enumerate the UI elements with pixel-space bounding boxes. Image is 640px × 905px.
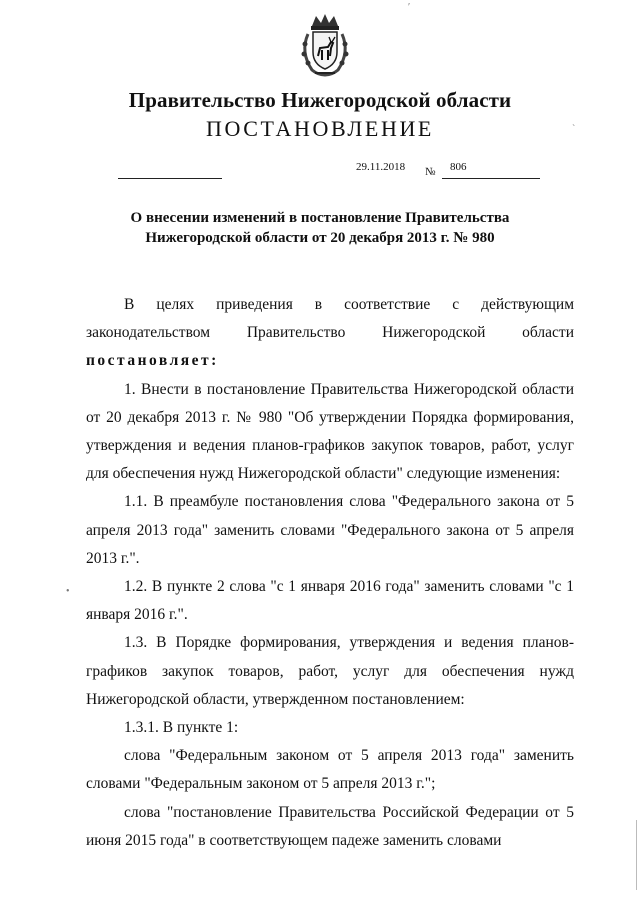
document-number: 806	[450, 161, 467, 173]
paragraph-1-3: 1.3. В Порядке формирования, утверждения и ведения планов-графиков закупок товаров, работ, услуг для обеспечения нужд Нижегородской области, утвержденном постановлением:	[86, 634, 574, 708]
paragraph-words-1: слова "Федеральным законом от 5 апреля 2013 года" заменить словами "Федеральным законом от 5 апреля 2013 г.";	[86, 747, 574, 793]
document-date: 29.11.2018	[356, 161, 406, 173]
scan-mark-right: `	[572, 124, 576, 135]
paragraph-1-3-1: 1.3.1. В пункте 1:	[124, 719, 239, 737]
scan-mark-top: ′	[408, 2, 411, 13]
subject-line-1: О внесении изменений в постановление Правительства	[130, 210, 510, 226]
document-body	[86, 291, 574, 855]
document-subject	[0, 208, 640, 248]
number-label: №	[425, 166, 436, 178]
paragraph-1-2: 1.2. В пункте 2 слова "с 1 января 2016 года" заменить словами "с 1 января 2016 г.".	[86, 578, 574, 624]
coat-of-arms-emblem	[298, 12, 352, 78]
blank-date-line	[118, 178, 222, 179]
paragraph-1-1: 1.1. В преамбуле постановления слова "Федерального закона от 5 апреля 2013 года" заменить словами "Федерального закона от 5 апреля 2013 г.".	[86, 493, 574, 567]
decree-keyword: постановляет	[86, 352, 212, 370]
document-type: ПОСТАНОВЛЕНИЕ	[206, 116, 434, 141]
scan-edge-line	[636, 820, 637, 890]
subject-line-2: Нижегородской области от 20 декабря 2013 г. № 980	[145, 230, 495, 246]
preamble-decree-line	[86, 347, 574, 375]
organization-title: Правительство Нижегородской области	[128, 88, 512, 112]
paragraph-1: 1. Внести в постановление Правительства Нижегородской области от 20 декабря 2013 г. № 980 "Об утверждении Порядка формирования, утверждения и ведения планов-графиков закупок товаров, работ, услуг для обеспечения нужд Нижегородской области" следующие изменения:	[86, 380, 574, 483]
paragraph-words-2: слова "постановление Правительства Российской Федерации от 5 июня 2015 года" в соответствующем падеже заменить словами	[86, 803, 574, 849]
number-underline	[442, 178, 540, 179]
decree-colon: :	[211, 352, 217, 370]
scan-mark-left: •	[66, 586, 70, 597]
preamble-paragraph: В целях приведения в соответствие с действующим законодательством Правительство Нижегородской области	[86, 296, 574, 342]
